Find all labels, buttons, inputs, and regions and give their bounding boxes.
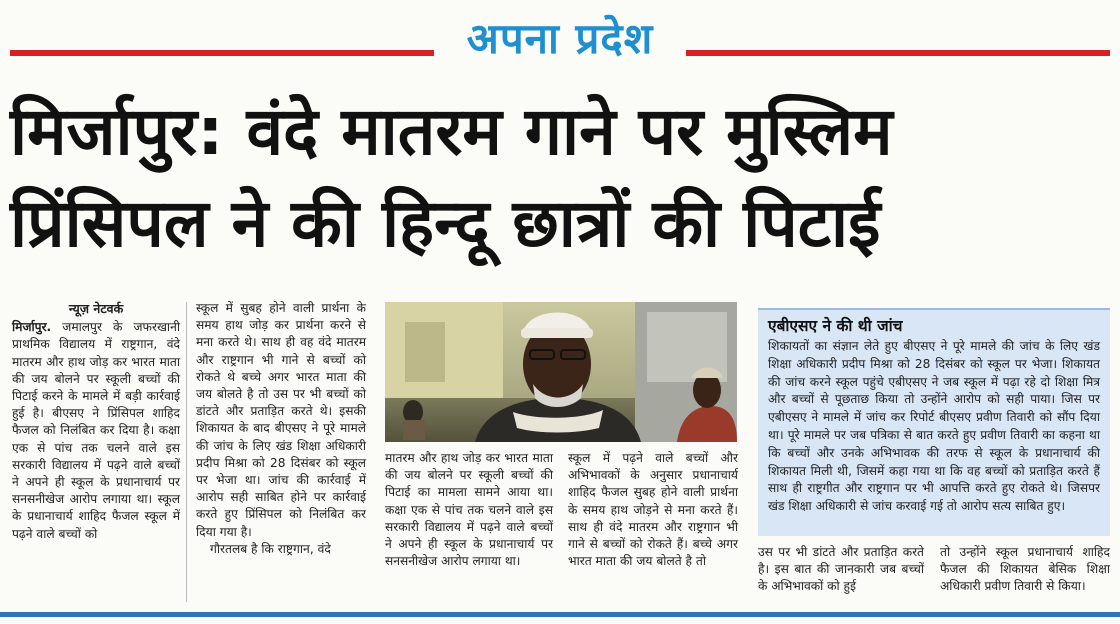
- photo-image: [385, 302, 737, 442]
- headline: [10, 86, 1110, 270]
- section-rule-right: [686, 50, 1110, 56]
- bottom-rule: [0, 612, 1120, 617]
- article-column-3: [385, 450, 553, 570]
- column-2-tail: गौरतलब है कि राष्ट्रगान, वंदे: [210, 541, 331, 556]
- headline-line-1: मिर्जापुर: वंदे मातरम गाने पर मुस्लिम: [10, 93, 893, 170]
- article-column-1: [12, 300, 180, 543]
- sidebar-box: [758, 308, 1110, 536]
- byline: न्यूज़ नेटवर्क: [68, 301, 124, 316]
- article-column-2: [196, 300, 366, 558]
- column-1-text: [12, 319, 180, 543]
- news-photo: [385, 302, 737, 442]
- column-4-body: स्कूल में पढ़ने वाले बच्चों और अभिभावकों के अनुसार प्रधानाचार्य शाहिद फैजल सुबह होने वाली प्रार्थना के समय हाथ जोड़ने से मना करते हैं। साथ ही वंदे मातरम और राष्ट्रगान भी गाने से बच्चों को रोकते हैं। बच्चे अगर भारत माता की जय बोलते है तो: [568, 451, 738, 569]
- headline-line-2: प्रिंसिपल ने की हिन्दू छात्रों की पिटाई: [10, 185, 881, 262]
- sidebar-title: एबीएसए ने की थी जांच: [768, 317, 903, 335]
- column-1-body: जमालपुर के जफरखानी प्राथमिक विद्यालय में राष्ट्रगान, वंदे मातरम और हाथ जोड़ कर भारत माता की जय बोलने पर स्कूली बच्चों की पिटाई करने के मामले में बड़ी कार्रवाई हुई है। बीएसए ने प्रिंसिपल शाहिद फैजल को निलंबित कर दिया है। कक्षा एक से पांच तक चलने वाले इस सरकारी विद्यालय में पढ़ने वाले बच्चों ने अपने ही स्कूल के प्रधानाचार्य पर सनसनीखेज आरोप लगाया था। स्कूल के प्रधानाचार्य शाहिद फैजल स्कूल में पढ़ने वाले बच्चों को: [12, 320, 180, 541]
- column-3-body: मातरम और हाथ जोड़ कर भारत माता की जय बोलने पर स्कूली बच्चों की पिटाई का मामला सामने आया था। कक्षा एक से पांच तक चलने वाले इस सरकारी विद्यालय में पढ़ने वाले बच्चों ने अपने ही स्कूल के प्रधानाचार्य पर सनसनीखेज आरोप लगाया था।: [385, 451, 553, 569]
- section-title: अपना प्रदेश: [466, 14, 654, 63]
- dateline: मिर्जापुर.: [12, 320, 52, 335]
- column-2-body: स्कूल में सुबह होने वाली प्रार्थना के समय हाथ जोड़ कर प्रार्थना करने से मना करते थे। साथ ही वह वंदे मातरम और राष्ट्रगान भी गाने से बच्चों को रोकते थे बच्चे अगर भारत माता की जय बोलते है तो उस पर भी बच्चों को डांटते और प्रताड़ित करते थे। इसकी शिकायत के बाद बीएसए ने पूरे मामले की जांच के लिए खंड शिक्षा अधिकारी प्रदीप मिश्रा को 28 दिसंबर को स्कूल पर भेजा था। जांच की कार्रवाई में आरोप सही साबित होने पर कार्रवाई करते हुए प्रिंसिपल को निलंबित कर दिया गया है।: [196, 301, 366, 539]
- article-column-5: [758, 544, 924, 596]
- column-6-body: तो उन्होंने स्कूल प्रधानाचार्य शाहिद फैजल की शिकायत बेसिक शिक्षा अधिकारी प्रवीण तिवारी से किया।: [940, 545, 1110, 594]
- column-5-body: उस पर भी डांटते और प्रताड़ित करते है। इस बात की जानकारी जब बच्चों के अभिभावकों को हुई: [758, 545, 924, 594]
- sidebar-body: शिकायतों का संज्ञान लेते हुए बीएसए ने पूरे मामले की जांच के लिए खंड शिक्षा अधिकारी प्रदीप मिश्रा को 28 दिसंबर को स्कूल पर भेजा। शिकायत की जांच करने स्कूल पहुंचे एबीएसए ने जब स्कूल में पढ़ा रहे दो शिक्षा मित्र और बच्चों से पूछताछ किया तो उन्होंने आरोप को सही पाया। जिस पर एबीएसए ने मामले में जांच कर रिपोर्ट बीएसए प्रवीण तिवारी को सौंप दिया था। पूरे मामले पर जब पत्रिका से बात करते हुए प्रवीण तिवारी का कहना था कि बच्चों और उनके अभिभावक की तरफ से स्कूल के प्रधानाचार्य की शिकायत मिली थी, जिसमें कहा गया था कि वह बच्चों को प्रताड़ित करते हैं साथ ही राष्ट्रगीत और राष्ट्रगान पर भी आपत्ति करते हुए रोकते थे। जिसपर खंड शिक्षा अधिकारी से जांच करवाई गई तो आरोप सत्य साबित हुए।: [768, 339, 1100, 514]
- column-divider: [186, 302, 187, 602]
- article-column-4: [568, 450, 738, 570]
- section-rule-left: [10, 50, 434, 56]
- article-column-6: [940, 544, 1110, 596]
